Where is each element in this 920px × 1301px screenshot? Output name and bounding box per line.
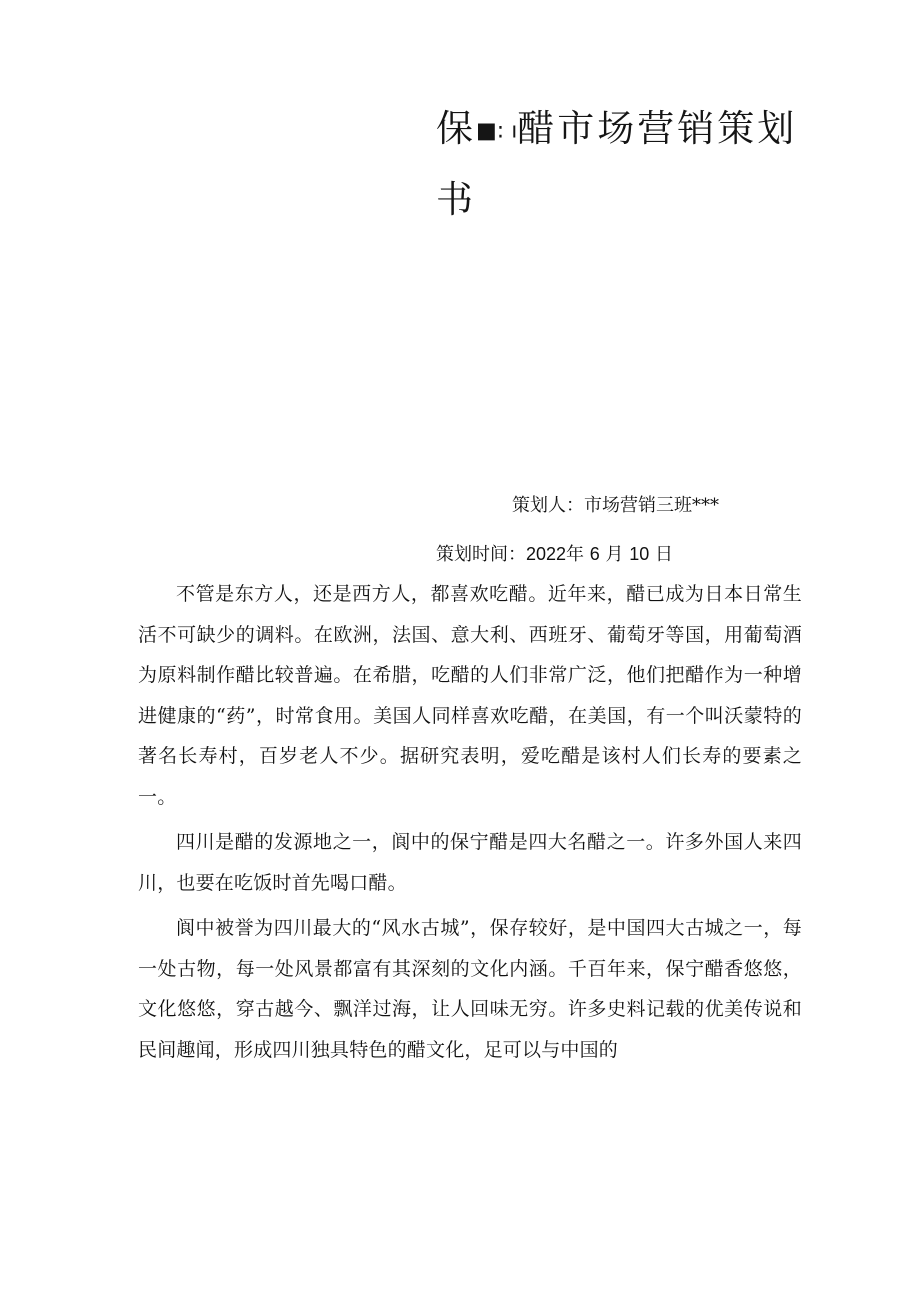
plan-time-month-unit: 月: [605, 544, 624, 565]
planner-line: 策划人：市场营销三班***: [512, 495, 719, 516]
plan-time-line: [436, 545, 673, 564]
paragraph-langzhong-culture: 阆中被誉为四川最大的“风水古城”，保存较好，是中国四大古城之一，每一处古物，每一处风景都富有其深刻的文化内涵。千百年来，保宁醋香悠悠，文化悠悠，穿古越今、飘洋过海，让人回味无穷。许多史料记载的优美传说和民间趣闻，形成四川独具特色的醋文化，足可以与中国的: [138, 917, 802, 1061]
title-garbled-chars: ■: ı: [476, 118, 518, 144]
title-rest: 醋市场营销策划: [517, 107, 798, 150]
plan-time-day: 10: [629, 544, 650, 564]
document-body: [138, 574, 802, 1075]
title-prefix: 保: [436, 107, 476, 150]
document-title: [436, 107, 798, 150]
plan-time-year-unit: 年: [566, 544, 585, 565]
plan-time-year: 2022: [526, 544, 567, 564]
plan-time-month: 6: [589, 544, 600, 564]
paragraph-vinegar-worldwide: 不管是东方人，还是西方人，都喜欢吃醋。近年来，醋已成为日本日常生活不可缺少的调料。在欧洲，法国、意大利、西班牙、葡萄牙等国，用葡萄酒为原料制作醋比较普遍。在希腊，吃醋的人们非常广泛，他们把醋作为一种增进健康的“药”，时常食用。美国人同样喜欢吃醋，在美国，有一个叫沃蒙特的著名长寿村，百岁老人不少。据研究表明，爱吃醋是该村人们长寿的要素之一。: [138, 583, 802, 808]
plan-time-label: 策划时间：: [436, 544, 526, 565]
paragraph-sichuan-origin: 四川是醋的发源地之一，阆中的保宁醋是四大名醋之一。许多外国人来四川，也要在吃饭时首先喝口醋。: [138, 831, 802, 894]
document-title-line2: 书: [436, 178, 476, 221]
plan-time-day-unit: 日: [655, 544, 674, 565]
